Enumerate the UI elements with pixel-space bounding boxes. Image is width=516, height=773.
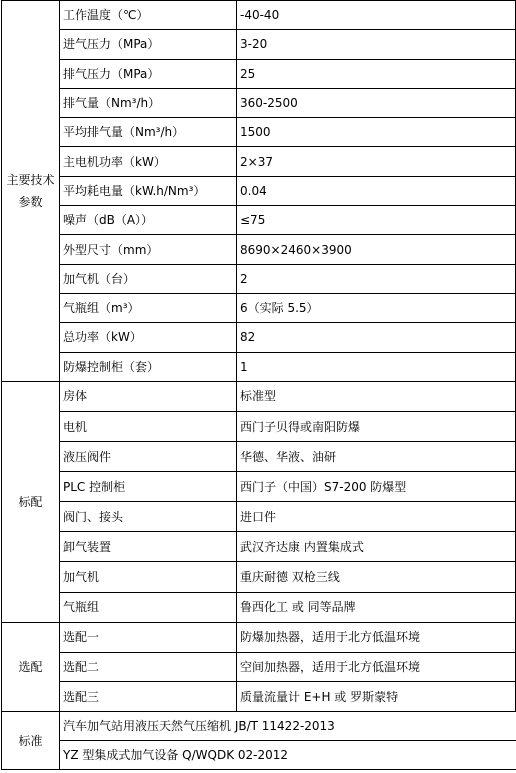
table-row (2, 532, 516, 562)
table-row (2, 59, 516, 88)
table-row (2, 562, 516, 592)
table-row (2, 118, 516, 147)
param-name: 平均耗电量（kW.h/Nm³） (60, 176, 237, 205)
config-value: 进口件 (237, 502, 516, 532)
param-value: 360-2500 (237, 88, 516, 117)
param-value: 82 (237, 323, 516, 352)
table-row (2, 411, 516, 441)
param-name: 防爆控制柜（套） (60, 352, 237, 381)
table-row (2, 592, 516, 622)
config-name: 气瓶组 (60, 592, 237, 622)
param-value: 1 (237, 352, 516, 381)
param-name: 排气压力（MPa） (60, 59, 237, 88)
table-row (2, 147, 516, 176)
table-row (2, 352, 516, 381)
param-value: 2 (237, 264, 516, 293)
table-row (2, 622, 516, 652)
config-name: 阀门、接头 (60, 502, 237, 532)
option-name: 选配二 (60, 652, 237, 682)
param-value: 2×37 (237, 147, 516, 176)
spec-table (1, 0, 516, 770)
config-value: 武汉齐达康 内置集成式 (237, 532, 516, 562)
param-name: 平均排气量（Nm³/h） (60, 118, 237, 147)
param-name: 噪声（dB（A）） (60, 206, 237, 235)
table-row (2, 176, 516, 205)
config-name: 卸气装置 (60, 532, 237, 562)
config-name: 液压阀件 (60, 442, 237, 472)
param-name: 进气压力（MPa） (60, 30, 237, 59)
table-row (2, 652, 516, 682)
table-row (2, 88, 516, 117)
config-value: 西门子（中国）S7-200 防爆型 (237, 472, 516, 502)
section-label-optional-config: 选配 (2, 622, 60, 712)
table-row (2, 235, 516, 264)
config-name: 加气机 (60, 562, 237, 592)
config-value: 鲁西化工 或 同等品牌 (237, 592, 516, 622)
config-name: 房体 (60, 381, 237, 411)
option-value: 空间加热器，适用于北方低温环境 (237, 652, 516, 682)
standard-line: 汽车加气站用液压天然气压缩机 JB/T 11422-2013 (60, 712, 516, 741)
table-row (2, 1, 516, 30)
table-row (2, 682, 516, 712)
option-value: 质量流量计 E+H 或 罗斯蒙特 (237, 682, 516, 712)
param-value: 3-20 (237, 30, 516, 59)
param-value: 6（实际 5.5） (237, 293, 516, 322)
section-label-standard-config: 标配 (2, 381, 60, 622)
param-name: 排气量（Nm³/h） (60, 88, 237, 117)
standard-line: YZ 型集成式加气设备 Q/WQDK 02-2012 (60, 741, 516, 770)
param-name: 主电机功率（kW） (60, 147, 237, 176)
option-name: 选配三 (60, 682, 237, 712)
section-label-main-params: 主要技术参数 (2, 1, 60, 382)
table-row (2, 472, 516, 502)
table-row (2, 712, 516, 741)
param-name: 工作温度（℃） (60, 1, 237, 30)
config-name: PLC 控制柜 (60, 472, 237, 502)
param-name: 加气机（台） (60, 264, 237, 293)
table-row (2, 323, 516, 352)
table-row (2, 741, 516, 770)
config-value: 华德、华液、油研 (237, 442, 516, 472)
param-name: 外型尺寸（mm） (60, 235, 237, 264)
config-value: 标准型 (237, 381, 516, 411)
option-name: 选配一 (60, 622, 237, 652)
param-value: 1500 (237, 118, 516, 147)
table-row (2, 293, 516, 322)
param-name: 总功率（kW） (60, 323, 237, 352)
param-name: 气瓶组（m³） (60, 293, 237, 322)
config-name: 电机 (60, 411, 237, 441)
config-value: 西门子贝得或南阳防爆 (237, 411, 516, 441)
table-row (2, 502, 516, 532)
table-row (2, 264, 516, 293)
config-value: 重庆耐德 双枪三线 (237, 562, 516, 592)
param-value: ≤75 (237, 206, 516, 235)
param-value: 8690×2460×3900 (237, 235, 516, 264)
param-value: 0.04 (237, 176, 516, 205)
option-value: 防爆加热器，适用于北方低温环境 (237, 622, 516, 652)
param-value: 25 (237, 59, 516, 88)
table-row (2, 206, 516, 235)
table-row (2, 442, 516, 472)
param-value: -40-40 (237, 1, 516, 30)
table-row (2, 30, 516, 59)
section-label-standards: 标准 (2, 712, 60, 770)
table-row (2, 381, 516, 411)
